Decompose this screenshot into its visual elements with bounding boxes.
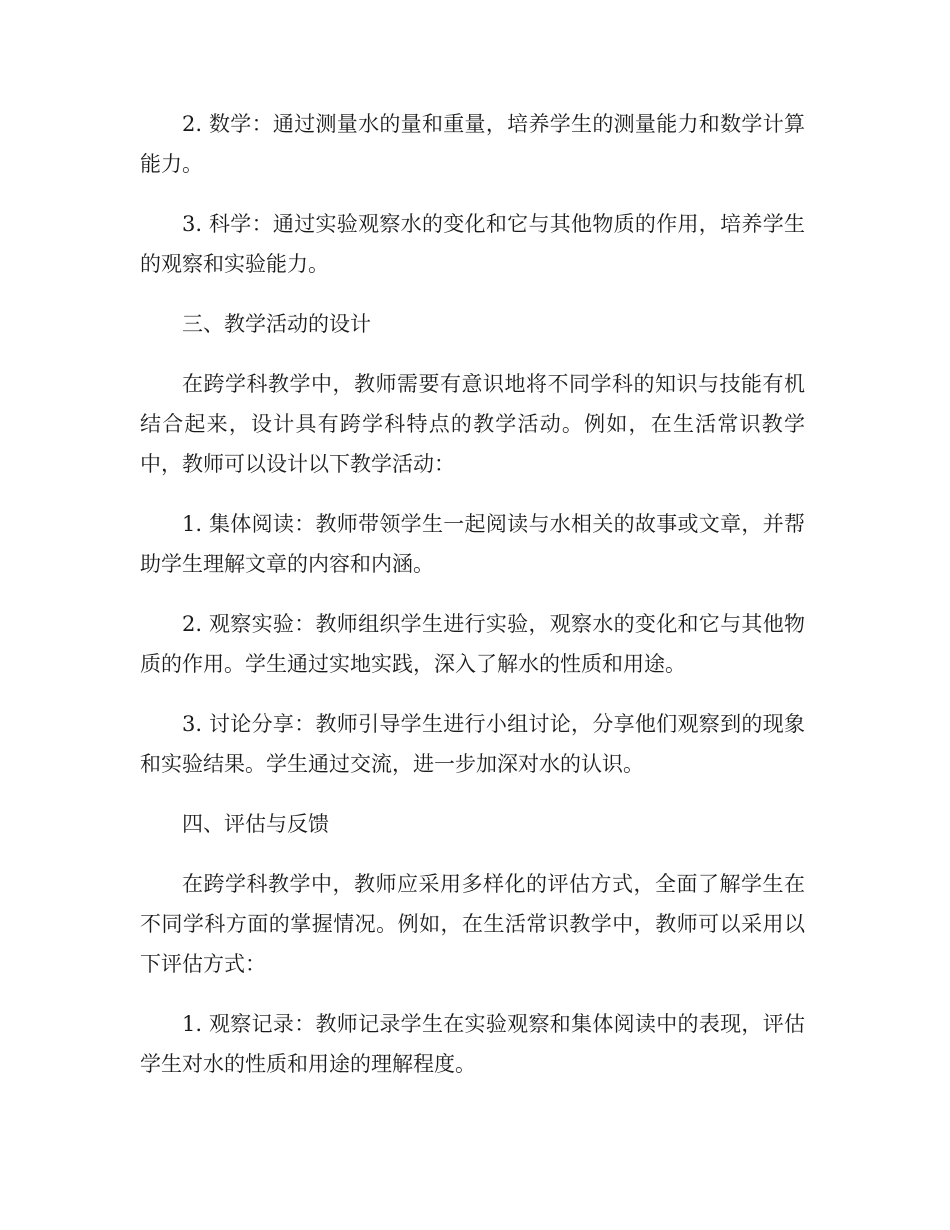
paragraph-math: 2. 数学：通过测量水的量和重量，培养学生的测量能力和数学计算能力。 — [140, 112, 805, 176]
section-heading-activity-design: 三、教学活动的设计 — [182, 312, 371, 336]
paragraph-observation-experiment: 2. 观察实验：教师组织学生进行实验，观察水的变化和它与其他物质的作用。学生通过实地实践，深入了解水的性质和用途。 — [140, 612, 805, 676]
paragraph-discussion-sharing: 3. 讨论分享：教师引导学生进行小组讨论，分享他们观察到的现象和实验结果。学生通过交流，进一步加深对水的认识。 — [140, 712, 805, 776]
section-heading-evaluation: 四、评估与反馈 — [182, 812, 329, 836]
paragraph-evaluation-intro: 在跨学科教学中，教师应采用多样化的评估方式，全面了解学生在不同学科方面的掌握情况。例如，在生活常识教学中，教师可以采用以下评估方式： — [140, 872, 805, 976]
paragraph-group-reading: 1. 集体阅读：教师带领学生一起阅读与水相关的故事或文章，并帮助学生理解文章的内容和内涵。 — [140, 512, 805, 576]
document-page — [140, 104, 805, 1104]
paragraph-observation-record: 1. 观察记录：教师记录学生在实验观察和集体阅读中的表现，评估学生对水的性质和用途的理解程度。 — [140, 1012, 805, 1076]
paragraph-activity-intro: 在跨学科教学中，教师需要有意识地将不同学科的知识与技能有机结合起来，设计具有跨学科特点的教学活动。例如，在生活常识教学中，教师可以设计以下教学活动： — [140, 372, 805, 476]
paragraph-science: 3. 科学：通过实验观察水的变化和它与其他物质的作用，培养学生的观察和实验能力。 — [140, 212, 805, 276]
